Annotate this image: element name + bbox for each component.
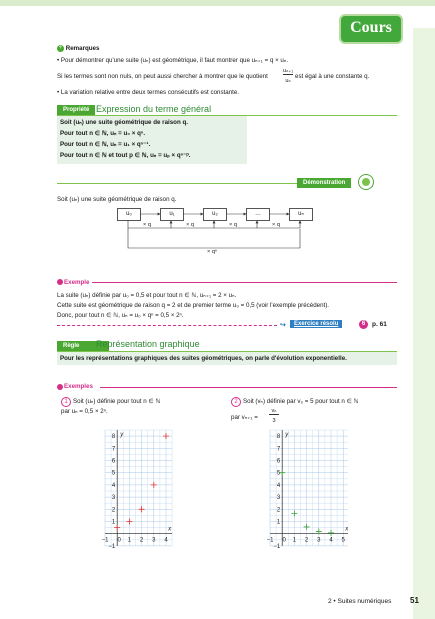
example-2-line-1: Soit (vₙ) définie par v₀ = 5 pour tout n ∈ ℕ: [243, 398, 359, 405]
data-point: [139, 506, 145, 512]
data-point: [151, 482, 157, 488]
demo-tag: Démonstration: [297, 178, 351, 188]
x-tick-label: −1: [101, 537, 109, 544]
x-tick-label: 4: [164, 537, 168, 544]
x-tick-label: 1: [127, 537, 132, 544]
y-tick-label: 5: [276, 470, 281, 477]
example-dashed-rule: [57, 325, 277, 326]
y-tick-label: 2: [276, 507, 281, 514]
top-strip: [0, 0, 435, 6]
example-line-2: Cette suite est géométrique de raison q = 2 et de premier terme u₀ = 0,5 (voir l'exemple précédent).: [57, 302, 330, 309]
exercise-number-badge: 6: [359, 320, 368, 329]
example-2-frac-den: 3: [272, 418, 276, 424]
example-title: Exemple: [64, 279, 90, 286]
solved-exercise-link[interactable]: Exercice résolu: [290, 320, 342, 328]
demo-box-u1: u₁: [160, 208, 184, 221]
demo-total: × qⁿ: [207, 249, 217, 255]
y-tick-label: 6: [276, 458, 281, 465]
y-tick-label: 4: [276, 482, 281, 489]
remark-line-3: • La variation relative entre deux termes consécutifs est constante.: [57, 89, 240, 96]
x-tick-label: 1: [292, 537, 297, 544]
x-tick-label: 0: [282, 537, 286, 544]
demo-box-u0: u₀: [117, 208, 141, 221]
y-tick-label: 3: [111, 495, 116, 502]
rule-title: Représentation graphique: [96, 339, 200, 349]
y-tick-label: −1: [273, 543, 281, 550]
remark-line-1: • Pour démontrer qu'une suite (uₙ) est géométrique, il faut montrer que uₙ₊₁ = q × uₙ.: [57, 57, 289, 64]
x-axis-label: x: [345, 526, 348, 533]
example-1-badge: 1: [61, 397, 71, 407]
y-tick-label: 8: [276, 434, 281, 441]
demo-box-un: uₙ: [289, 208, 313, 221]
arrow-right-icon: ↪: [280, 322, 286, 329]
page-number: 51: [410, 596, 419, 605]
property-tag: Propriété: [57, 105, 95, 115]
rule-text: Pour les représentations graphiques des suites géométriques, on parle d'évolution exponentielle.: [60, 355, 347, 362]
data-point: [114, 525, 120, 531]
chapter-label: 2 • Suites numériques: [328, 598, 392, 605]
data-point: [126, 519, 132, 525]
property-line-3: Pour tout n ∈ ℕ, uₙ = u₁ × qⁿ⁻¹.: [60, 141, 151, 148]
x-tick-label: 3: [152, 537, 156, 544]
side-strip: [413, 28, 435, 619]
example-2-line-2a: par vₙ₊₁ =: [231, 414, 258, 421]
demo-step-3: × q: [229, 222, 237, 228]
y-tick-label: 7: [111, 446, 116, 453]
remark-line-2a: Si les termes sont non nuls, on peut aussi chercher à montrer que le quotient: [57, 73, 268, 80]
example-line-3: Donc, pour tout n ∈ ℕ, uₙ = u₀ × qⁿ = 0,5 × 2ⁿ.: [57, 312, 184, 319]
demo-intro: Soit (uₙ) une suite géométrique de raison q.: [57, 196, 177, 203]
example-1-line-1: Soit (uₙ) définie pour tout n ∈ ℕ: [73, 398, 161, 405]
y-axis-label: y: [120, 432, 124, 438]
data-point: [163, 433, 169, 439]
property-line-2: Pour tout n ∈ ℕ, uₙ = u₀ × qⁿ.: [60, 130, 146, 137]
remarks-section: [57, 45, 99, 52]
target-icon: [358, 174, 374, 190]
y-tick-label: 7: [276, 446, 281, 453]
y-tick-label: 6: [111, 458, 116, 465]
x-tick-label: 4: [329, 537, 333, 544]
cours-tab: Cours: [339, 14, 403, 44]
x-tick-label: 3: [317, 537, 321, 544]
data-point: [304, 524, 310, 530]
demo-box-dots: …: [246, 208, 270, 221]
demo-step-1: × q: [143, 222, 151, 228]
examples-rule: [100, 387, 397, 388]
demo-rule: [57, 183, 297, 184]
property-line-1: Soit (uₙ) une suite géométrique de raison q.: [60, 119, 188, 126]
y-tick-label: 2: [111, 507, 116, 514]
quotient-denominator: uₙ: [285, 78, 291, 84]
y-tick-label: 8: [111, 434, 116, 441]
example-2-frac-num: vₙ: [269, 408, 279, 415]
quotient-numerator: uₙ₊₁: [283, 68, 294, 74]
x-tick-label: 0: [117, 537, 121, 544]
chart-2: [253, 425, 348, 555]
rule-tag: Règle: [57, 341, 109, 351]
y-tick-label: 3: [276, 495, 281, 502]
x-tick-label: −1: [266, 537, 274, 544]
y-tick-label: 1: [276, 519, 281, 526]
demo-step-4: × q: [272, 222, 280, 228]
y-tick-label: −1: [108, 543, 116, 550]
examples-dot-icon: [57, 384, 63, 390]
y-tick-label: 5: [111, 470, 116, 477]
data-point: [328, 530, 334, 536]
y-tick-label: 4: [111, 482, 116, 489]
examples-title: Exemples: [64, 383, 93, 390]
y-axis-label: y: [285, 432, 289, 438]
example-dot-icon: [57, 279, 63, 285]
remarks-title: Remarques: [65, 45, 100, 53]
remark-line-2b: est égal à une constante q.: [295, 73, 370, 80]
x-tick-label: 2: [304, 537, 309, 544]
example-rule: [92, 282, 397, 283]
x-tick-label: 5: [341, 537, 345, 544]
property-title: Expression du terme général: [96, 104, 212, 114]
example-1-line-2: par uₙ = 0,5 × 2ⁿ.: [61, 408, 108, 415]
x-tick-label: 2: [139, 537, 144, 544]
demo-box-u2: u₂: [203, 208, 227, 221]
x-axis-label: x: [168, 526, 172, 533]
plus-icon: +: [58, 45, 63, 51]
y-tick-label: 1: [111, 519, 116, 526]
property-line-4: Pour tout n ∈ ℕ et tout p ∈ ℕ, uₙ = uₚ × qⁿ⁻ᵖ.: [60, 152, 191, 159]
example-line-1: La suite (uₙ) définie par u₀ = 0,5 et pour tout n ∈ ℕ, uₙ₊₁ = 2 × uₙ.: [57, 292, 237, 299]
exercise-page-link[interactable]: p. 61: [372, 321, 387, 328]
chart-1: [88, 425, 178, 555]
demo-step-2: × q: [186, 222, 194, 228]
example-2-badge: 2: [231, 397, 241, 407]
